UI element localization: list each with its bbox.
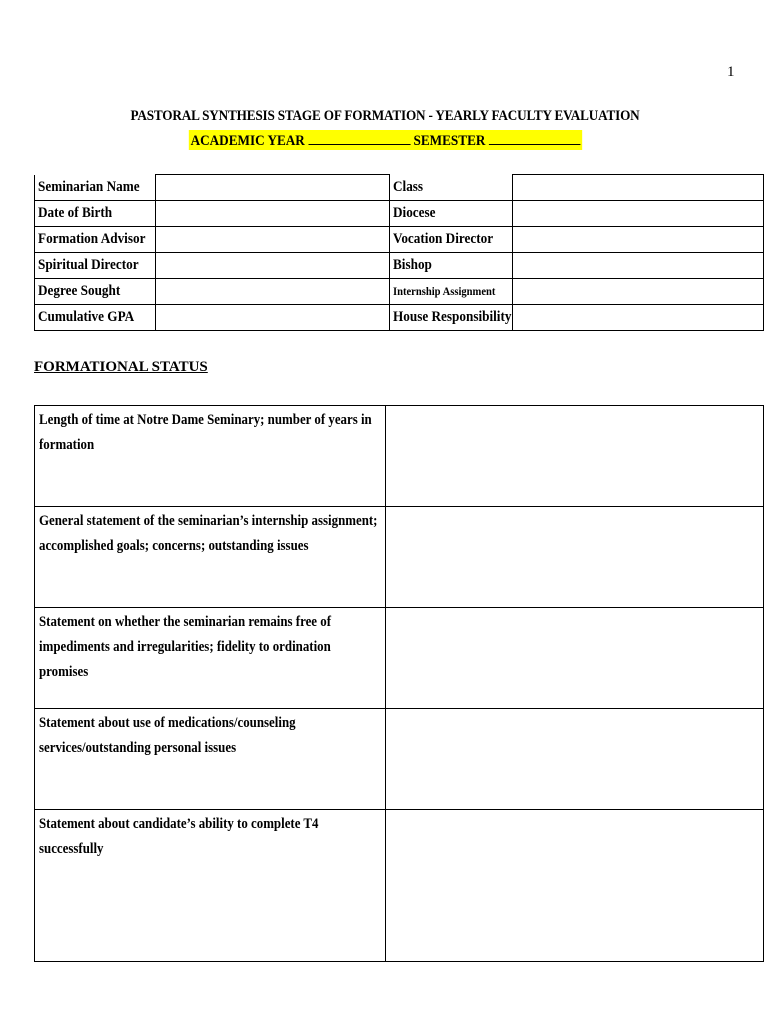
formation-advisor-field[interactable] [156, 227, 390, 253]
date-of-birth-field[interactable] [156, 201, 390, 227]
info-label: Vocation Director [390, 227, 513, 253]
info-label: Class [390, 175, 513, 201]
bishop-field[interactable] [513, 253, 764, 279]
status-row [35, 608, 764, 709]
info-label: Degree Sought [35, 279, 156, 305]
status-response-field[interactable] [386, 406, 764, 507]
class-field[interactable] [513, 175, 764, 201]
info-row [35, 253, 764, 279]
subtitle [0, 130, 770, 150]
info-label: Internship Assignment [390, 279, 513, 305]
info-row [35, 227, 764, 253]
cumulative-gpa-field[interactable] [156, 305, 390, 331]
subtitle-highlight [188, 130, 581, 150]
info-label: House Responsibility [390, 305, 513, 331]
degree-sought-field[interactable] [156, 279, 390, 305]
formational-status-table [34, 405, 764, 962]
seminarian-info-table [34, 174, 764, 331]
status-response-field[interactable] [386, 608, 764, 709]
status-row [35, 507, 764, 608]
spiritual-director-field[interactable] [156, 253, 390, 279]
status-row [35, 406, 764, 507]
vocation-director-field[interactable] [513, 227, 764, 253]
page-title: PASTORAL SYNTHESIS STAGE OF FORMATION - YEARLY FACULTY EVALUATION [130, 108, 640, 124]
info-row [35, 279, 764, 305]
page-number: 1 [727, 64, 735, 80]
diocese-field[interactable] [513, 201, 764, 227]
info-row [35, 201, 764, 227]
semester-label: SEMESTER [413, 133, 486, 149]
info-row [35, 305, 764, 331]
status-prompt: Statement about candidate’s ability to complete T4 successfully [35, 810, 386, 962]
info-label: Formation Advisor [35, 227, 156, 253]
info-label: Diocese [390, 201, 513, 227]
academic-year-blank[interactable] [308, 130, 410, 145]
status-prompt: Length of time at Notre Dame Seminary; number of years in formation [35, 406, 386, 507]
house-responsibility-field[interactable] [513, 305, 764, 331]
info-label: Cumulative GPA [35, 305, 156, 331]
info-label: Seminarian Name [35, 175, 156, 201]
info-row [35, 175, 764, 201]
status-prompt: Statement on whether the seminarian remains free of impediments and irregularities; fidelity to ordination promises [35, 608, 386, 709]
status-response-field[interactable] [386, 709, 764, 810]
status-prompt: General statement of the seminarian’s internship assignment; accomplished goals; concerns; outstanding issues [35, 507, 386, 608]
status-row [35, 810, 764, 962]
info-label: Date of Birth [35, 201, 156, 227]
info-label: Spiritual Director [35, 253, 156, 279]
academic-year-label: ACADEMIC YEAR [190, 133, 305, 149]
status-row [35, 709, 764, 810]
status-response-field[interactable] [386, 507, 764, 608]
section-heading: FORMATIONAL STATUS [34, 359, 208, 375]
seminarian-name-field[interactable] [156, 175, 390, 201]
internship-assignment-field[interactable] [513, 279, 764, 305]
status-response-field[interactable] [386, 810, 764, 962]
semester-blank[interactable] [488, 130, 580, 145]
status-prompt: Statement about use of medications/counseling services/outstanding personal issues [35, 709, 386, 810]
info-label: Bishop [390, 253, 513, 279]
